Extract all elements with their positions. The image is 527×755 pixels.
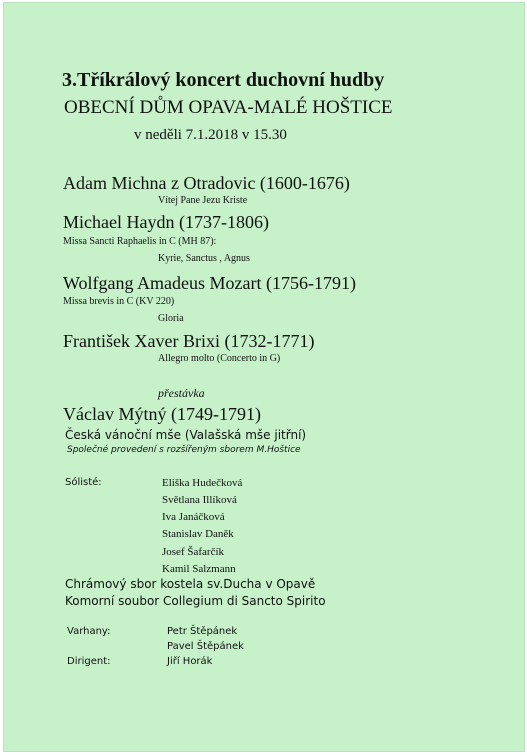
- work-brixi: Allegro molto (Concerto in G): [158, 353, 281, 364]
- composer-michna: Adam Michna z Otradovic (1600-1676): [63, 173, 350, 193]
- work-haydn-mass: Missa Sancti Raphaelis in C (MH 87):: [63, 236, 217, 247]
- composer-mytny: Václav Mýtný (1749-1791): [63, 404, 261, 424]
- choir-name: Chrámový sbor kostela sv.Ducha v Opavě: [65, 577, 316, 591]
- soloist-5: Josef Šafarčík: [162, 546, 225, 558]
- soloists-label: Sólisté:: [65, 477, 102, 488]
- concert-title: 3.Tříkrálový koncert duchovní hudby: [62, 69, 385, 91]
- soloist-4: Stanislav Daněk: [162, 528, 234, 540]
- organist-2: Pavel Štěpánek: [167, 641, 244, 652]
- composer-brixi: František Xaver Brixi (1732-1771): [63, 331, 315, 351]
- ensemble-name: Komorní soubor Collegium di Sancto Spirito: [65, 594, 326, 608]
- work-mozart-movement: Gloria: [158, 313, 184, 324]
- work-mytny: Česká vánoční mše (Valašská mše jitřní): [65, 428, 307, 442]
- poster-sheet: [3, 2, 525, 752]
- organist-1: Petr Štěpánek: [167, 626, 238, 637]
- soloist-3: Iva Janáčková: [162, 511, 225, 523]
- intermission-label: přestávka: [158, 386, 205, 400]
- work-mytny-note: Společné provedení s rozšířeným sborem M.Hoštice: [67, 445, 301, 455]
- conductor-label: Dirigent:: [67, 656, 111, 667]
- venue-title: OBECNÍ DŮM OPAVA-MALÉ HOŠTICE: [64, 97, 393, 118]
- soloist-2: Světlana Illíková: [162, 494, 237, 506]
- concert-date: v neděli 7.1.2018 v 15.30: [134, 127, 287, 143]
- work-haydn-movements: Kyrie, Sanctus , Agnus: [158, 253, 250, 264]
- conductor-name: Jiří Horák: [167, 656, 213, 667]
- organ-label: Varhany:: [67, 626, 111, 637]
- composer-mozart: Wolfgang Amadeus Mozart (1756-1791): [63, 273, 356, 293]
- soloist-6: Kamil Salzmann: [162, 563, 236, 575]
- work-michna: Vítej Pane Jezu Kriste: [158, 195, 248, 206]
- composer-haydn: Michael Haydn (1737-1806): [63, 212, 269, 232]
- soloist-1: Eliška Hudečková: [162, 477, 243, 489]
- work-mozart-mass: Missa brevis in C (KV 220): [63, 296, 175, 307]
